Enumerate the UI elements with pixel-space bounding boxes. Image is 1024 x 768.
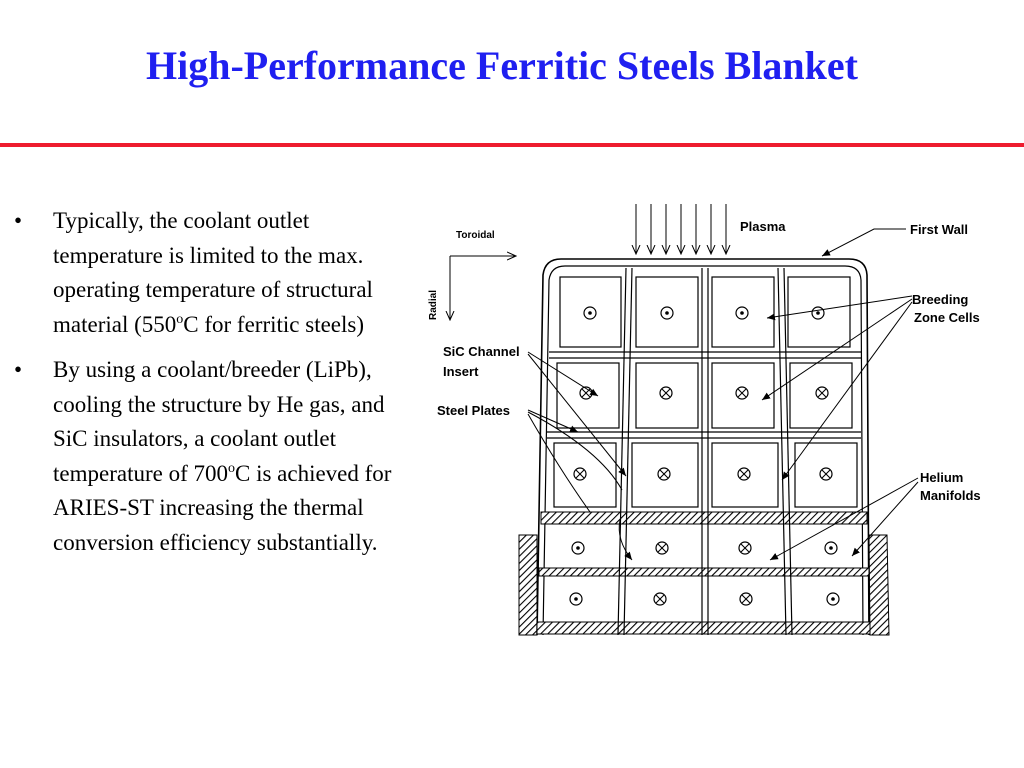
dot-icon <box>572 542 584 554</box>
cross-icon <box>656 542 668 554</box>
bullet-dot-icon: • <box>14 208 23 233</box>
plasma-label: Plasma <box>740 219 786 234</box>
dot-icon <box>661 307 673 319</box>
bullet-item <box>14 353 409 560</box>
title-divider <box>0 143 1024 147</box>
slide-title: High-Performance Ferritic Steels Blanket <box>146 43 858 88</box>
right-sidewall <box>869 535 889 635</box>
dot-icon <box>570 593 582 605</box>
helium-label: Helium <box>920 470 964 485</box>
bullet-text: By using a coolant/breeder (LiPb), cooling the structure by He gas, and SiC insulators, a coolant outlet temperature of 700 <box>53 357 385 486</box>
dot-icon <box>827 593 839 605</box>
cross-icon <box>660 387 672 399</box>
bullet-item <box>14 204 409 342</box>
dot-icon <box>736 307 748 319</box>
sic-channel-label: SiC Channel <box>443 344 520 359</box>
steel-plates-label: Steel Plates <box>437 403 510 418</box>
first-wall-label: First Wall <box>910 222 969 237</box>
dot-icon <box>812 307 824 319</box>
manifold-band <box>537 622 870 634</box>
radial-label: Radial <box>428 289 439 320</box>
cross-icon <box>816 387 828 399</box>
bullet-dot-icon: • <box>14 357 23 382</box>
plasma-arrows <box>636 204 726 254</box>
cross-icon <box>736 387 748 399</box>
axes-indicator <box>428 230 516 320</box>
toroidal-label: Toroidal <box>456 230 495 241</box>
dot-icon <box>584 307 596 319</box>
bullet-text: C for ferritic steels) <box>183 311 364 337</box>
manifold-band <box>541 512 867 524</box>
degree-mark: o <box>227 460 235 476</box>
manifold-band <box>539 568 869 576</box>
steel-plates <box>547 268 861 635</box>
bullet-text: Typically, the coolant outlet temperature is limited to the max. operating temperature of structural material (550 <box>53 208 373 337</box>
dot-icon <box>825 542 837 554</box>
cross-icon <box>738 468 750 480</box>
left-sidewall <box>519 535 537 635</box>
cross-icon <box>740 593 752 605</box>
cross-icon <box>739 542 751 554</box>
bullet-list <box>14 204 409 571</box>
degree-mark: o <box>176 311 184 327</box>
manifolds-label: Manifolds <box>920 488 981 503</box>
bullet-text: C is achieved for ARIES-ST increasing the thermal conversion efficiency substantially. <box>53 460 392 555</box>
cross-icon <box>574 468 586 480</box>
insert-label: Insert <box>443 364 479 379</box>
first-wall-inner <box>543 266 863 635</box>
zone-cells-label: Zone Cells <box>914 310 980 325</box>
blanket-diagram <box>420 195 1000 645</box>
breeding-label: Breeding <box>912 292 969 307</box>
cross-icon <box>658 468 670 480</box>
cross-icon <box>820 468 832 480</box>
cross-icon <box>654 593 666 605</box>
